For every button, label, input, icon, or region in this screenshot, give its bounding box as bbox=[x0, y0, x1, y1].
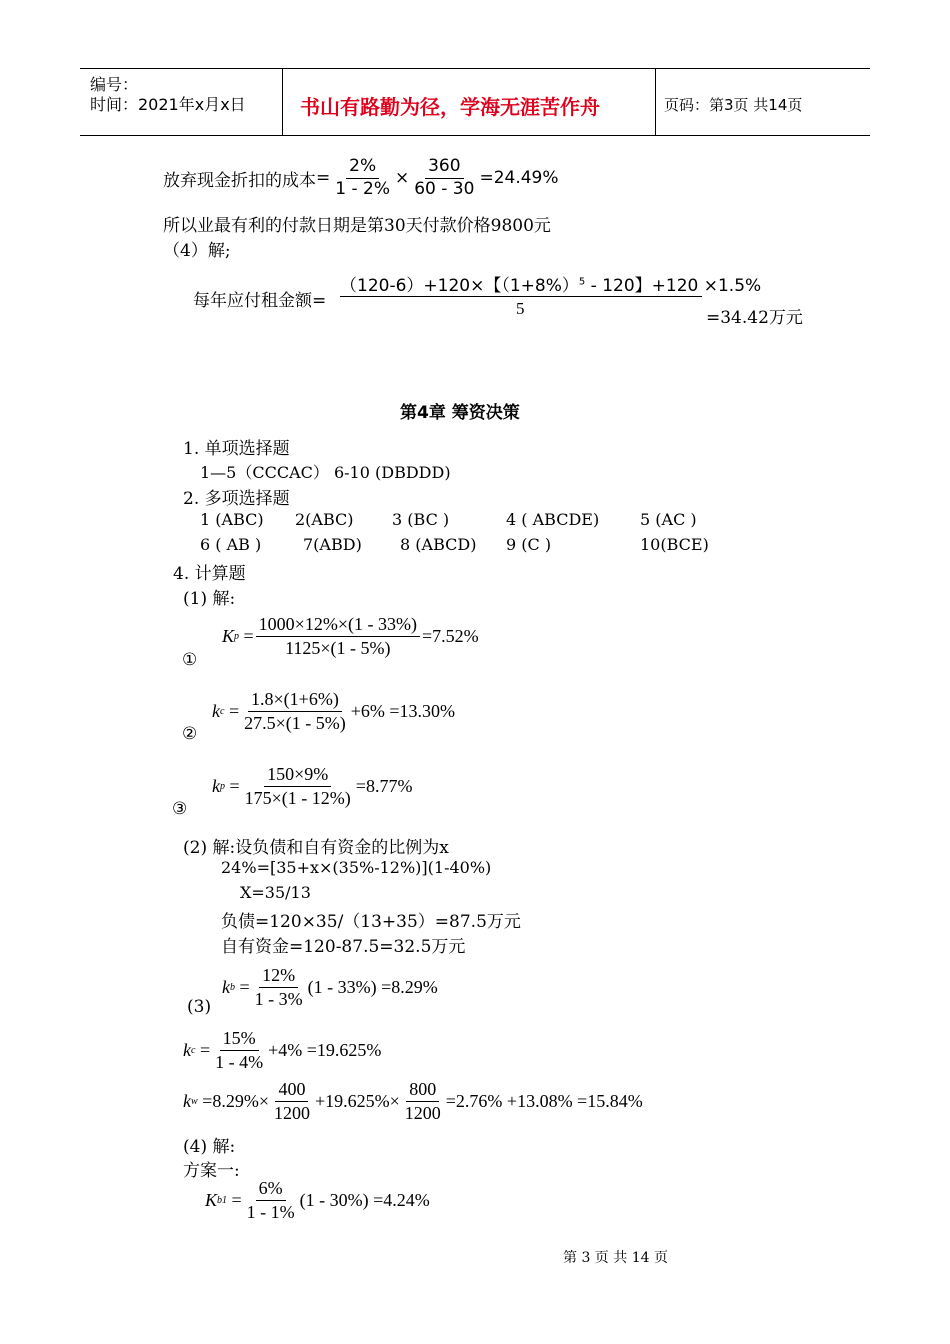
header-number-label: 编号： bbox=[90, 75, 139, 94]
header-divider-1 bbox=[282, 68, 283, 135]
eq6-d2: 1200 bbox=[404, 1102, 441, 1123]
multi-ans-10: 10(BCE) bbox=[640, 535, 709, 554]
discount-result: =24.49% bbox=[479, 168, 559, 189]
eq6-d1: 1200 bbox=[273, 1102, 310, 1123]
problem-2-line-5: 自有资金=120-87.5=32.5万元 bbox=[221, 937, 466, 957]
discount-cost-equation: 放弃现金折扣的成本 = $\frac{2\%}{1 - 2\%}$ × $\frac{360}{60 - 30}$ =24.49% bbox=[163, 156, 559, 199]
multi-ans-2: 2(ABC) bbox=[295, 510, 354, 529]
eq7-tail: (1 - 30%) =4.24% bbox=[299, 1189, 430, 1210]
q4-label: （4）解; bbox=[163, 241, 231, 261]
eq2-var: k bbox=[212, 700, 220, 721]
eq6-sub: w bbox=[191, 1095, 198, 1107]
equation-kp-2: k p = $\frac{150\times 9\%}{175\times(1 - 12\%)}$ =8.77% bbox=[212, 764, 413, 808]
rent-label: 每年应付租金额= bbox=[193, 291, 327, 311]
eq4-var: k bbox=[222, 976, 230, 997]
multi-ans-1: 1 (ABC) bbox=[200, 510, 264, 529]
section-single-choice: 1. 单项选择题 bbox=[183, 439, 290, 459]
eq7-sub: b1 bbox=[217, 1194, 228, 1206]
eq5-var: k bbox=[183, 1039, 191, 1060]
rent-denominator: 5 bbox=[516, 299, 525, 318]
rent-num-b: - 120】+120 ×1.5% bbox=[585, 276, 762, 296]
rent-num-a: （120-6）+120×【（1+8%） bbox=[340, 276, 579, 296]
eq7-var: K bbox=[205, 1189, 218, 1210]
header-page-info: 页码：第3页 共14页 bbox=[664, 96, 803, 114]
discount-f1-num: 2% bbox=[346, 157, 379, 179]
equation-kb: k b = $\frac{12\%}{1 - 3\%}$ (1 - 33%) =8.29% bbox=[222, 965, 438, 1009]
equation-kc-2: k c = $\frac{15\%}{1 - 4\%}$ +4% =19.625% bbox=[183, 1028, 382, 1072]
eq4-sub: b bbox=[230, 981, 235, 993]
best-payment-line: 所以业最有利的付款日期是第30天付款价格9800元 bbox=[163, 216, 551, 236]
discount-label: 放弃现金折扣的成本 bbox=[163, 170, 316, 191]
eq5-sub: c bbox=[191, 1044, 196, 1056]
rent-numerator bbox=[340, 271, 761, 296]
multi-ans-3: 3 (BC ) bbox=[392, 510, 450, 529]
problem-2-line-4: 负债=120×35/（13+35）=87.5万元 bbox=[221, 912, 521, 932]
eq4-num: 12% bbox=[259, 965, 298, 988]
eq6-var: k bbox=[183, 1090, 191, 1111]
eq5-tail: +4% =19.625% bbox=[268, 1039, 382, 1060]
problem-1-label: (1) 解: bbox=[183, 589, 236, 609]
problem-2-line-3: X=35/13 bbox=[240, 883, 311, 902]
eq6-mid: +19.625%× bbox=[314, 1090, 400, 1111]
multi-ans-8: 8 (ABCD) bbox=[400, 535, 477, 554]
eq3-num: 150×9% bbox=[264, 764, 331, 787]
problem-2-line-1: (2) 解:设负债和自有资金的比例为x bbox=[183, 838, 449, 858]
header-bottom-rule bbox=[80, 135, 870, 136]
discount-f2-num: 360 bbox=[425, 157, 463, 179]
eq2-num: 1.8×(1+6%) bbox=[248, 689, 342, 712]
rent-num-sup: 5 bbox=[578, 276, 586, 288]
eq3-result: =8.77% bbox=[355, 775, 413, 796]
eq3-sub: p bbox=[220, 780, 225, 792]
eq4-den: 1 - 3% bbox=[254, 988, 303, 1009]
eq6-n1: 400 bbox=[275, 1079, 308, 1102]
eq7-den: 1 - 1% bbox=[246, 1201, 295, 1222]
eq1-num: 1000×12%×(1 - 33%) bbox=[256, 614, 420, 637]
equation-kp-1: K p = $\frac{1000\times 12\%\times(1 - 33\%)}{1125\times(1 - 5\%)}$ =7.52% bbox=[222, 614, 479, 658]
equation-kc-1: k c = $\frac{1.8\times(1+6\%)}{27.5\times(1 - 5\%)}$ +6% =13.30% bbox=[212, 689, 456, 733]
multi-ans-9: 9 (C ) bbox=[506, 535, 552, 554]
eq6-n2: 800 bbox=[406, 1079, 439, 1102]
equation-kw bbox=[183, 1079, 643, 1123]
eq1-sub: p bbox=[234, 630, 240, 642]
problem-3-label: (3) bbox=[187, 997, 212, 1017]
eq2-tail: +6% =13.30% bbox=[350, 700, 456, 721]
eq6-head: =8.29%× bbox=[202, 1090, 269, 1111]
multi-ans-7: 7(ABD) bbox=[303, 535, 362, 554]
header-motto: 书山有路勤为径，学海无涯苦作舟 bbox=[300, 95, 600, 119]
eq4-tail: (1 - 33%) =8.29% bbox=[307, 976, 438, 997]
multi-ans-5: 5 (AC ) bbox=[640, 510, 697, 529]
eq6-tail: =2.76% +13.08% =15.84% bbox=[445, 1090, 643, 1111]
eq3-den: 175×(1 - 12%) bbox=[244, 787, 351, 808]
discount-f1-den: 1 - 2% bbox=[335, 178, 390, 199]
eq7-num: 6% bbox=[256, 1178, 286, 1201]
eq2-sub: c bbox=[220, 705, 225, 717]
eq3-var: k bbox=[212, 775, 220, 796]
circle-2: ② bbox=[182, 724, 198, 744]
rent-fraction-bar bbox=[340, 296, 702, 297]
header-divider-2 bbox=[655, 68, 656, 135]
eq1-var: K bbox=[222, 625, 235, 646]
discount-f2-den: 60 - 30 bbox=[414, 178, 475, 199]
single-choice-answers: 1—5（CCCAC） 6-10 (DBDDD) bbox=[200, 463, 451, 482]
header-top-rule bbox=[80, 68, 870, 69]
plan-1-label: 方案一: bbox=[183, 1161, 240, 1181]
section-calculation: 4. 计算题 bbox=[173, 564, 246, 584]
circle-1: ① bbox=[182, 650, 198, 670]
circle-3: ③ bbox=[172, 799, 188, 819]
problem-4-label: (4) 解: bbox=[183, 1137, 236, 1157]
eq5-num: 15% bbox=[220, 1028, 259, 1051]
section-multi-choice: 2. 多项选择题 bbox=[183, 489, 290, 509]
eq2-den: 27.5×(1 - 5%) bbox=[244, 712, 346, 733]
eq5-den: 1 - 4% bbox=[215, 1051, 264, 1072]
footer-page-number: 第 3 页 共 14 页 bbox=[563, 1250, 668, 1266]
multi-ans-4: 4 ( ABCDE) bbox=[506, 510, 600, 529]
equation-kb1: K b1 = $\frac{6\%}{1 - 1\%}$ (1 - 30%) =4.24% bbox=[205, 1178, 430, 1222]
problem-2-line-2: 24%=[35+x×(35%-12%)](1-40%) bbox=[221, 858, 492, 877]
eq1-den: 1125×(1 - 5%) bbox=[285, 637, 391, 658]
rent-result: =34.42万元 bbox=[706, 308, 803, 328]
header-time: 时间：2021年x月x日 bbox=[90, 95, 246, 114]
eq1-result: =7.52% bbox=[421, 625, 479, 646]
multi-ans-6: 6 ( AB ) bbox=[200, 535, 262, 554]
chapter-title: 第4章 筹资决策 bbox=[400, 403, 520, 423]
